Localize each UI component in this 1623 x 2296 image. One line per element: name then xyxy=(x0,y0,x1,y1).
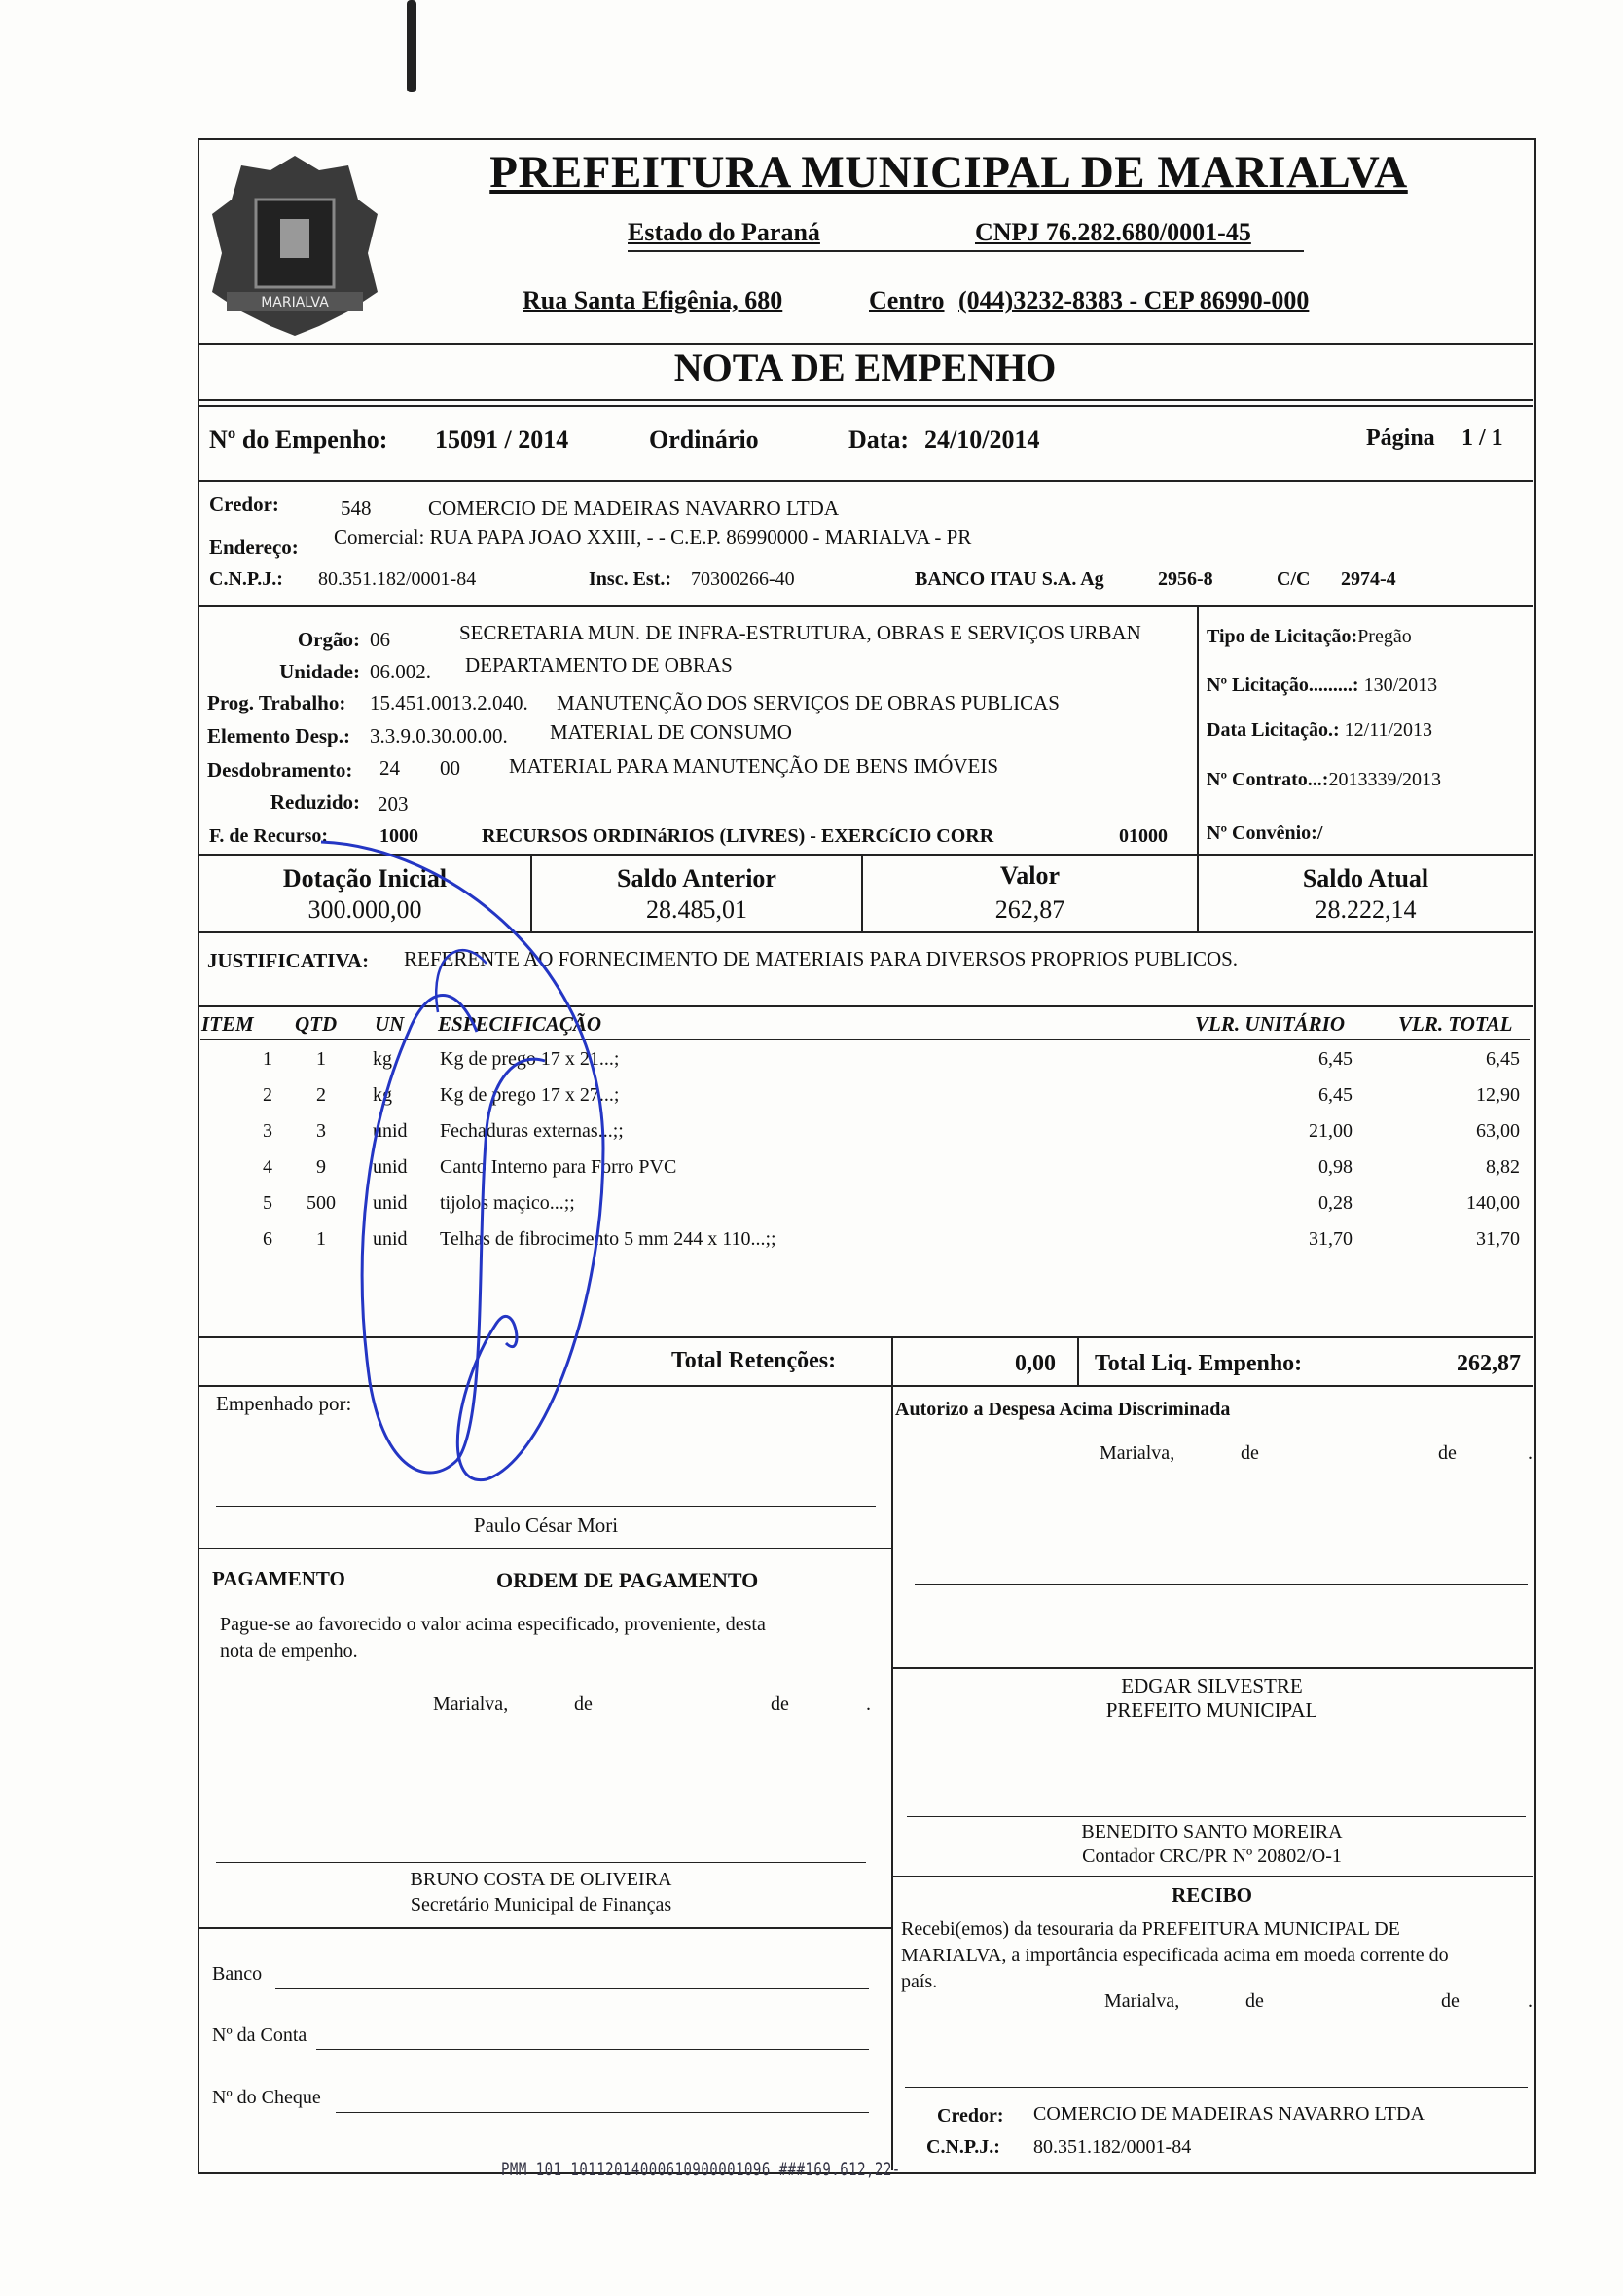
cell-spec: Kg de prego 17 x 21...; xyxy=(440,1048,620,1070)
cell-total: 31,70 xyxy=(1476,1228,1520,1250)
doc-title: NOTA DE EMPENHO xyxy=(673,346,1057,389)
cell-total: 140,00 xyxy=(1466,1192,1520,1214)
footer-cnpj: 80.351.182/0001-84 xyxy=(1033,2136,1192,2158)
cell-item: 5 xyxy=(263,1192,272,1214)
handwritten-signature xyxy=(195,837,701,1518)
cell-item: 6 xyxy=(263,1228,272,1250)
credor-code: 548 xyxy=(341,496,372,520)
prefeito-role: PREFEITO MUNICIPAL xyxy=(1105,1698,1318,1722)
cell-spec: Canto Interno para Forro PVC xyxy=(440,1156,677,1178)
unidade-label: Unidade: xyxy=(279,660,360,683)
pagamento-de2: de xyxy=(771,1694,789,1715)
barcode-text: PMM 101 10112014000610900001096 ###169.612,22- xyxy=(501,2160,901,2181)
cell-spec: Telhas de fibrocimento 5 mm 244 x 110...;; xyxy=(440,1228,776,1250)
contrato-value: 2013339/2013 xyxy=(1328,769,1442,790)
cnpj-label: C.N.P.J.: xyxy=(209,568,283,590)
divider xyxy=(891,1385,893,2170)
num-licitacao xyxy=(1207,674,1437,697)
cell-qtd: 9 xyxy=(316,1156,326,1178)
address-phone: (044)3232-8383 - CEP 86990-000 xyxy=(958,286,1310,314)
cell-item: 2 xyxy=(263,1084,272,1106)
desd-name: MATERIAL PARA MANUTENÇÃO DE BENS IMÓVEIS xyxy=(509,754,999,778)
recurso-num: 01000 xyxy=(1119,825,1168,847)
pagamento-city: Marialva, xyxy=(433,1694,509,1715)
signature-line xyxy=(915,1584,1528,1585)
page-title: PREFEITURA MUNICIPAL DE MARIALVA xyxy=(489,147,1408,198)
desd-code: 24 xyxy=(379,756,400,780)
cheque-field-line[interactable] xyxy=(336,2112,869,2113)
contrato-label: Nº Contrato...: xyxy=(1207,769,1329,790)
recibo-title: RECIBO xyxy=(1172,1883,1252,1907)
cell-item: 1 xyxy=(263,1048,272,1070)
credor-name: COMERCIO DE MADEIRAS NAVARRO LTDA xyxy=(428,496,839,520)
insc-value: 70300266-40 xyxy=(691,568,795,590)
pagamento-label: PAGAMENTO xyxy=(212,1567,345,1590)
scan-mark xyxy=(407,0,416,92)
cell-spec: Fechaduras externas...;; xyxy=(440,1120,624,1142)
saldo-atual-value: 28.222,14 xyxy=(1315,895,1417,924)
cc-label: C/C xyxy=(1277,568,1311,590)
col-header-qtd: QTD xyxy=(295,1012,338,1036)
col-header-total: VLR. TOTAL xyxy=(1398,1012,1513,1036)
credor-cnpj: 80.351.182/0001-84 xyxy=(318,568,477,590)
col-header-un: UN xyxy=(375,1012,405,1036)
num-licitacao-value: 130/2013 xyxy=(1363,674,1438,696)
data-licitacao xyxy=(1207,719,1432,742)
cell-unit: 31,70 xyxy=(1309,1228,1352,1250)
dotacao-label: Dotação Inicial xyxy=(282,864,448,893)
recurso-label: F. de Recurso: xyxy=(209,825,329,847)
contador-role: Contador CRC/PR Nº 20802/O-1 xyxy=(1082,1845,1342,1867)
reduzido-value: 203 xyxy=(378,792,409,816)
recurso-name: RECURSOS ORDINáRIOS (LIVRES) - EXERCíCIO CORR xyxy=(482,825,994,847)
contrato xyxy=(1207,769,1441,791)
page-label: Página xyxy=(1366,425,1435,451)
cell-total: 63,00 xyxy=(1476,1120,1520,1142)
prefeito-name: EDGAR SILVESTRE xyxy=(1121,1674,1303,1697)
credor-label: Credor: xyxy=(209,492,279,516)
cell-total: 8,82 xyxy=(1486,1156,1520,1178)
unidade-name: DEPARTAMENTO DE OBRAS xyxy=(465,653,733,676)
pagamento-signer: BRUNO COSTA DE OLIVEIRA xyxy=(410,1869,672,1890)
cell-qtd: 3 xyxy=(316,1120,326,1142)
cell-item: 3 xyxy=(263,1120,272,1142)
cell-qtd: 1 xyxy=(316,1048,326,1070)
pagamento-signer-role: Secretário Municipal de Finanças xyxy=(410,1894,672,1915)
page-number: 1 / 1 xyxy=(1461,425,1503,451)
cell-un: unid xyxy=(373,1228,408,1250)
empenhado-label: Empenhado por: xyxy=(216,1392,352,1415)
cell-unit: 6,45 xyxy=(1318,1048,1352,1070)
retencoes-label: Total Retenções: xyxy=(671,1348,837,1373)
liq-value: 262,87 xyxy=(1457,1351,1521,1376)
cell-qtd: 1 xyxy=(316,1228,326,1250)
cc-value: 2974-4 xyxy=(1341,568,1396,590)
col-header-item: ITEM xyxy=(201,1012,254,1036)
cell-spec: Kg de prego 17 x 27...; xyxy=(440,1084,620,1106)
cell-qtd: 2 xyxy=(316,1084,326,1106)
cell-un: kg xyxy=(373,1048,392,1070)
desd-sub: 00 xyxy=(440,756,460,780)
saldo-anterior-label: Saldo Anterior xyxy=(617,864,776,893)
convenio-label: Nº Convênio:/ xyxy=(1207,822,1323,844)
address-street: Rua Santa Efigênia, 680 xyxy=(523,286,783,314)
autorizo-de2: de xyxy=(1438,1442,1457,1464)
liq-label: Total Liq. Empenho: xyxy=(1095,1351,1303,1376)
prog-label: Prog. Trabalho: xyxy=(207,691,346,714)
tipo-licitacao-value: Pregão xyxy=(1357,626,1412,647)
autorizo-dot: . xyxy=(1528,1442,1533,1464)
recibo-line3: país. xyxy=(901,1971,938,1992)
empenhado-signer: Paulo César Mori xyxy=(473,1513,619,1537)
header-line xyxy=(628,250,1304,252)
conta-field-line[interactable] xyxy=(316,2049,869,2050)
orgao-code: 06 xyxy=(370,628,390,651)
justificativa-label: JUSTIFICATIVA: xyxy=(207,949,370,972)
contador-name: BENEDITO SANTO MOREIRA xyxy=(1081,1821,1343,1842)
cnpj-label: CNPJ 76.282.680/0001-45 xyxy=(975,218,1251,246)
orgao-name: SECRETARIA MUN. DE INFRA-ESTRUTURA, OBRAS E SERVIÇOS URBAN xyxy=(459,621,1141,644)
signature-line xyxy=(905,2087,1528,2088)
conta-label: Nº da Conta xyxy=(212,2024,307,2046)
tipo-licitacao-label-text: Tipo de Licitação: xyxy=(1207,626,1358,647)
pagamento-text1: Pague-se ao favorecido o valor acima especificado, proveniente, desta xyxy=(220,1614,766,1635)
divider xyxy=(198,480,1533,482)
elem-code: 3.3.9.0.30.00.00. xyxy=(370,724,508,747)
cheque-label: Nº do Cheque xyxy=(212,2087,321,2108)
recibo-de2: de xyxy=(1441,1990,1460,2012)
banco-label: Banco xyxy=(212,1963,263,1985)
date-label: Data: xyxy=(848,425,910,454)
cell-un: unid xyxy=(373,1192,408,1214)
col-header-unit: VLR. UNITÁRIO xyxy=(1195,1012,1346,1036)
divider xyxy=(198,605,1533,607)
date-value: 24/10/2014 xyxy=(924,425,1040,454)
state-label: Estado do Paraná xyxy=(628,218,820,246)
divider xyxy=(199,1927,891,1929)
dotacao-value: 300.000,00 xyxy=(307,895,422,924)
municipal-seal xyxy=(202,146,387,341)
autorizo-de1: de xyxy=(1241,1442,1259,1464)
divider xyxy=(891,1667,1533,1669)
address-label: Endereço: xyxy=(209,535,299,559)
valor-value: 262,87 xyxy=(994,895,1065,924)
recibo-city: Marialva, xyxy=(1104,1990,1180,2012)
bank-name: BANCO ITAU S.A. Ag xyxy=(915,568,1104,590)
cell-qtd: 500 xyxy=(307,1192,336,1214)
unidade-code: 06.002. xyxy=(370,660,431,683)
divider xyxy=(1077,1336,1079,1385)
footer-cnpj-label: C.N.P.J.: xyxy=(926,2136,1000,2158)
retencoes-value: 0,00 xyxy=(1015,1351,1056,1376)
elem-name: MATERIAL DE CONSUMO xyxy=(550,720,792,744)
cell-un: unid xyxy=(373,1120,408,1142)
signature-line xyxy=(907,1816,1526,1817)
footer-credor-name: COMERCIO DE MADEIRAS NAVARRO LTDA xyxy=(1033,2103,1425,2125)
empenho-label: Nº do Empenho: xyxy=(209,425,388,454)
empenho-number: 15091 / 2014 xyxy=(435,425,569,454)
divider xyxy=(891,1876,1533,1877)
credor-address: Comercial: RUA PAPA JOAO XXIII, - - C.E.P. 86990000 - MARIALVA - PR xyxy=(334,526,972,549)
valor-label: Valor xyxy=(999,861,1061,890)
svg-text:MARIALVA: MARIALVA xyxy=(261,295,329,310)
pagamento-text2: nota de empenho. xyxy=(220,1640,358,1661)
divider xyxy=(198,405,1533,407)
data-licitacao-label: Data Licitação.: xyxy=(1207,719,1340,741)
cell-item: 4 xyxy=(263,1156,272,1178)
cell-total: 12,90 xyxy=(1476,1084,1520,1106)
desd-label: Desdobramento: xyxy=(207,758,353,782)
ordem-label: ORDEM DE PAGAMENTO xyxy=(496,1568,759,1592)
cell-unit: 6,45 xyxy=(1318,1084,1352,1106)
justificativa-text: REFERENTE AO FORNECIMENTO DE MATERIAIS PARA DIVERSOS PROPRIOS PUBLICOS. xyxy=(404,947,1239,970)
divider xyxy=(198,399,1533,401)
footer-credor-label: Credor: xyxy=(937,2105,1004,2127)
col-header-spec: ESPECIFICAÇÃO xyxy=(438,1012,602,1036)
signature-line xyxy=(216,1862,866,1863)
autorizo-city: Marialva, xyxy=(1100,1442,1175,1464)
cell-unit: 0,98 xyxy=(1318,1156,1352,1178)
bank-agency: 2956-8 xyxy=(1158,568,1213,590)
recibo-dot: . xyxy=(1528,1990,1533,2012)
cell-total: 6,45 xyxy=(1486,1048,1520,1070)
autorizo-label: Autorizo a Despesa Acima Discriminada xyxy=(895,1399,1231,1420)
recibo-de1: de xyxy=(1245,1990,1264,2012)
cell-unit: 0,28 xyxy=(1318,1192,1352,1214)
recibo-line1: Recebi(emos) da tesouraria da PREFEITURA MUNICIPAL DE xyxy=(901,1918,1400,1940)
divider xyxy=(1197,605,1199,855)
saldo-anterior-value: 28.485,01 xyxy=(646,895,747,924)
saldo-atual-label: Saldo Atual xyxy=(1302,864,1429,893)
address-district: Centro xyxy=(869,286,945,314)
pagamento-dot: . xyxy=(866,1694,871,1715)
cell-spec: tijolos maçico...;; xyxy=(440,1192,575,1214)
prog-name: MANUTENÇÃO DOS SERVIÇOS DE OBRAS PUBLICAS xyxy=(557,691,1060,714)
reduzido-label: Reduzido: xyxy=(270,790,360,814)
banco-field-line[interactable] xyxy=(275,1988,869,1989)
orgao-label: Orgão: xyxy=(297,628,360,651)
cell-un: unid xyxy=(373,1156,408,1178)
prog-code: 15.451.0013.2.040. xyxy=(370,691,528,714)
tipo-licitacao-label xyxy=(1207,626,1412,648)
recurso-code: 1000 xyxy=(379,825,418,847)
empenho-type: Ordinário xyxy=(649,425,759,454)
insc-label: Insc. Est.: xyxy=(589,568,672,590)
pagamento-de1: de xyxy=(574,1694,593,1715)
elem-label: Elemento Desp.: xyxy=(207,724,350,747)
num-licitacao-label: Nº Licitação.........: xyxy=(1207,674,1359,696)
recibo-line2: MARIALVA, a importância especificada acima em moeda corrente do xyxy=(901,1945,1449,1966)
divider xyxy=(199,1548,891,1549)
data-licitacao-value: 12/11/2013 xyxy=(1344,719,1433,741)
cell-unit: 21,00 xyxy=(1309,1120,1352,1142)
cell-un: kg xyxy=(373,1084,392,1106)
